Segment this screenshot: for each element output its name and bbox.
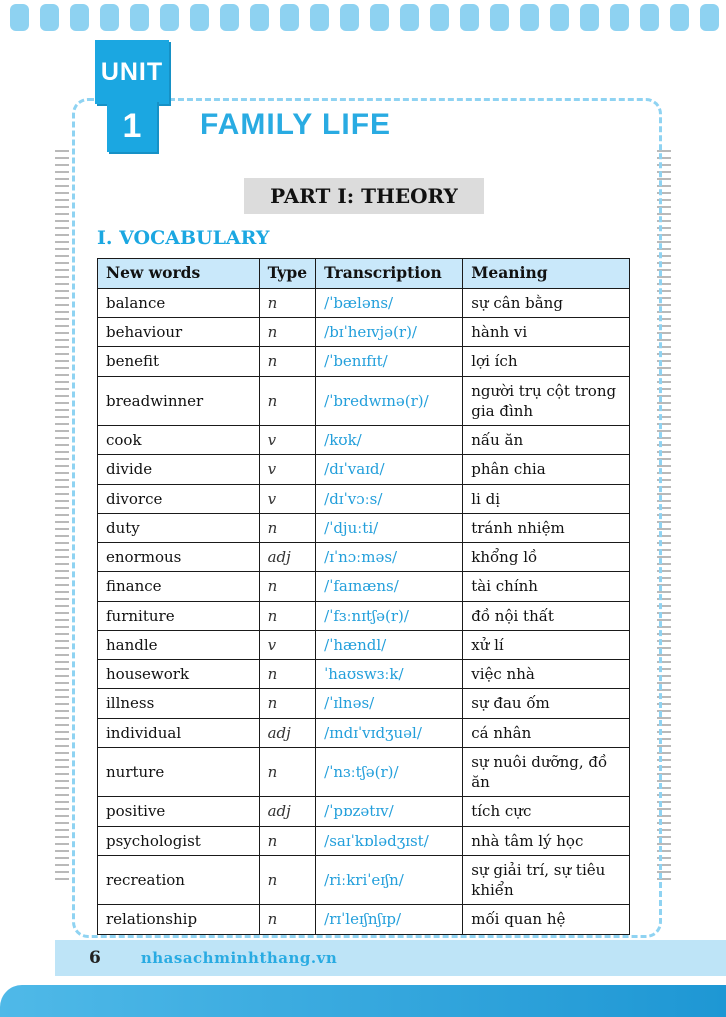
binding-hole — [550, 4, 569, 31]
cell-transcription: /ˈnɜːtʃə(r)/ — [316, 747, 463, 797]
cell-type: v — [259, 426, 316, 455]
cell-new-word: behaviour — [98, 318, 260, 347]
cell-meaning: đồ nội thất — [463, 601, 630, 630]
unit-number: 1 — [107, 100, 157, 152]
table-row — [98, 826, 630, 855]
table-row — [98, 660, 630, 689]
table-row — [98, 376, 630, 426]
cell-meaning: người trụ cột trong gia đình — [463, 376, 630, 426]
binding-hole — [40, 4, 59, 31]
table-row — [98, 689, 630, 718]
unit-label: UNIT — [95, 40, 169, 104]
table-row — [98, 543, 630, 572]
cell-transcription: /ˈpɒzətɪv/ — [316, 797, 463, 826]
cell-type: n — [259, 288, 316, 317]
cell-transcription: /ˈfaɪnæns/ — [316, 572, 463, 601]
cell-new-word: housework — [98, 660, 260, 689]
cell-transcription: /rɪˈleɪʃnʃɪp/ — [316, 905, 463, 934]
table-row — [98, 630, 630, 659]
cell-transcription: /ˈbenɪfɪt/ — [316, 347, 463, 376]
unit-title: FAMILY LIFE — [200, 108, 392, 141]
cell-type: n — [259, 572, 316, 601]
cell-new-word: positive — [98, 797, 260, 826]
cell-type: n — [259, 347, 316, 376]
cell-type: v — [259, 630, 316, 659]
cell-meaning: tài chính — [463, 572, 630, 601]
top-decorative-strip — [0, 0, 726, 36]
cell-transcription: /bɪˈheɪvjə(r)/ — [316, 318, 463, 347]
binding-hole — [10, 4, 29, 31]
cell-type: n — [259, 601, 316, 630]
cell-transcription: /ˈhændl/ — [316, 630, 463, 659]
cell-meaning: khổng lồ — [463, 543, 630, 572]
left-binding-texture — [55, 150, 69, 880]
cell-new-word: individual — [98, 718, 260, 747]
binding-hole — [580, 4, 599, 31]
table-row — [98, 747, 630, 797]
publisher-website: nhasachminhthang.vn — [140, 949, 338, 967]
cell-new-word: psychologist — [98, 826, 260, 855]
cell-type: n — [259, 660, 316, 689]
binding-hole — [250, 4, 269, 31]
cell-new-word: handle — [98, 630, 260, 659]
cell-new-word: balance — [98, 288, 260, 317]
table-row — [98, 347, 630, 376]
cell-new-word: cook — [98, 426, 260, 455]
cell-meaning: sự cân bằng — [463, 288, 630, 317]
binding-hole — [430, 4, 449, 31]
cell-type: v — [259, 484, 316, 513]
footer-strip — [55, 940, 726, 976]
cell-new-word: divorce — [98, 484, 260, 513]
cell-new-word: recreation — [98, 855, 260, 905]
cell-meaning: lợi ích — [463, 347, 630, 376]
cell-type: n — [259, 689, 316, 718]
cell-new-word: illness — [98, 689, 260, 718]
cell-transcription: /riːkriˈeɪʃn/ — [316, 855, 463, 905]
table-row — [98, 905, 630, 934]
page-number: 6 — [89, 948, 101, 968]
cell-transcription: /ˈdjuːti/ — [316, 513, 463, 542]
binding-hole — [190, 4, 209, 31]
table-row — [98, 855, 630, 905]
cell-meaning: sự đau ốm — [463, 689, 630, 718]
vocab-header-row — [98, 259, 630, 289]
cell-type: n — [259, 376, 316, 426]
cell-type: n — [259, 318, 316, 347]
column-header: Meaning — [463, 259, 630, 289]
cell-type: v — [259, 455, 316, 484]
table-row — [98, 513, 630, 542]
cell-transcription: /ˈbæləns/ — [316, 288, 463, 317]
cell-meaning: hành vi — [463, 318, 630, 347]
binding-hole — [130, 4, 149, 31]
table-row — [98, 484, 630, 513]
binding-hole — [400, 4, 419, 31]
binding-hole — [370, 4, 389, 31]
cell-transcription: /saɪˈkɒlədʒɪst/ — [316, 826, 463, 855]
binding-hole — [310, 4, 329, 31]
table-row — [98, 455, 630, 484]
table-row — [98, 426, 630, 455]
cell-transcription: /kʊk/ — [316, 426, 463, 455]
cell-new-word: furniture — [98, 601, 260, 630]
cell-type: adj — [259, 797, 316, 826]
cell-meaning: việc nhà — [463, 660, 630, 689]
cell-meaning: sự nuôi dưỡng, đồ ăn — [463, 747, 630, 797]
cell-meaning: sự giải trí, sự tiêu khiển — [463, 855, 630, 905]
binding-hole — [460, 4, 479, 31]
cell-transcription: /dɪˈvaɪd/ — [316, 455, 463, 484]
column-header: New words — [98, 259, 260, 289]
cell-transcription: /dɪˈvɔːs/ — [316, 484, 463, 513]
cell-transcription: /ɪˈnɔːməs/ — [316, 543, 463, 572]
cell-transcription: ˈhaʊswɜːk/ — [316, 660, 463, 689]
table-row — [98, 318, 630, 347]
unit-badge — [95, 40, 215, 160]
binding-hole — [640, 4, 659, 31]
cell-meaning: phân chia — [463, 455, 630, 484]
cell-transcription: /ˈbredwɪnə(r)/ — [316, 376, 463, 426]
cell-type: adj — [259, 718, 316, 747]
table-row — [98, 288, 630, 317]
cell-type: n — [259, 513, 316, 542]
table-row — [98, 718, 630, 747]
binding-hole — [160, 4, 179, 31]
cell-type: adj — [259, 543, 316, 572]
table-row — [98, 601, 630, 630]
bottom-decorative-bar — [0, 985, 726, 1017]
cell-type: n — [259, 905, 316, 934]
cell-new-word: duty — [98, 513, 260, 542]
column-header: Transcription — [316, 259, 463, 289]
binding-hole — [700, 4, 719, 31]
binding-hole — [340, 4, 359, 31]
cell-meaning: xử lí — [463, 630, 630, 659]
binding-hole — [70, 4, 89, 31]
binding-hole — [610, 4, 629, 31]
cell-meaning: cá nhân — [463, 718, 630, 747]
cell-new-word: enormous — [98, 543, 260, 572]
cell-meaning: nấu ăn — [463, 426, 630, 455]
part-heading: PART I: THEORY — [244, 178, 484, 214]
cell-transcription: /ɪndɪˈvɪdʒuəl/ — [316, 718, 463, 747]
cell-meaning: nhà tâm lý học — [463, 826, 630, 855]
vocabulary-table — [97, 258, 630, 935]
section-heading: I. VOCABULARY — [97, 227, 270, 249]
cell-new-word: breadwinner — [98, 376, 260, 426]
table-row — [98, 572, 630, 601]
cell-type: n — [259, 855, 316, 905]
column-header: Type — [259, 259, 316, 289]
binding-hole — [490, 4, 509, 31]
cell-new-word: nurture — [98, 747, 260, 797]
binding-hole — [670, 4, 689, 31]
cell-type: n — [259, 826, 316, 855]
cell-meaning: mối quan hệ — [463, 905, 630, 934]
binding-hole — [100, 4, 119, 31]
part-heading-row — [72, 178, 656, 214]
cell-meaning: tích cực — [463, 797, 630, 826]
cell-type: n — [259, 747, 316, 797]
cell-transcription: /ˈɪlnəs/ — [316, 689, 463, 718]
binding-hole — [520, 4, 539, 31]
vocab-table-body — [98, 288, 630, 934]
binding-hole — [280, 4, 299, 31]
cell-meaning: li dị — [463, 484, 630, 513]
cell-transcription: /ˈfɜːnɪtʃə(r)/ — [316, 601, 463, 630]
table-row — [98, 797, 630, 826]
cell-new-word: relationship — [98, 905, 260, 934]
cell-new-word: benefit — [98, 347, 260, 376]
cell-meaning: tránh nhiệm — [463, 513, 630, 542]
binding-hole — [220, 4, 239, 31]
cell-new-word: divide — [98, 455, 260, 484]
cell-new-word: finance — [98, 572, 260, 601]
